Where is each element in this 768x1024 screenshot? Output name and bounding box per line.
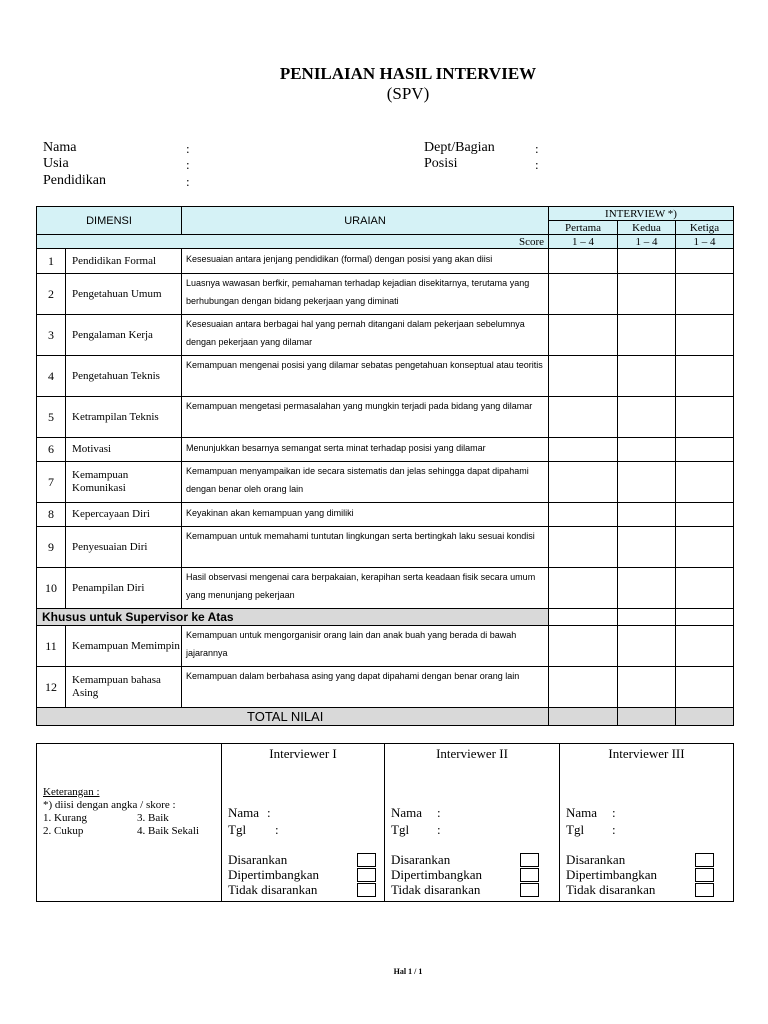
score-cell-kedua[interactable]	[618, 667, 676, 708]
interviewer-2-disarankan-checkbox[interactable]	[520, 853, 539, 867]
table-row	[37, 274, 734, 315]
interviewer-2-cell	[385, 744, 560, 902]
score-cell-pertama[interactable]	[549, 397, 618, 438]
form-title: PENILAIAN HASIL INTERVIEW	[279, 64, 537, 83]
score-cell-kedua	[618, 609, 676, 626]
dept-label: Dept/Bagian	[424, 140, 495, 155]
form-subtitle: (SPV)	[386, 84, 430, 103]
score-cell-ketiga	[676, 609, 734, 626]
row-number: 4	[37, 356, 66, 397]
score-cell-kedua[interactable]	[618, 568, 676, 609]
row-dimensi: Penampilan Diri	[66, 568, 182, 609]
row-dimensi: Ketrampilan Teknis	[66, 397, 182, 438]
scale-item: 4. Baik Sekali	[137, 825, 200, 837]
interviewer-2-tgl-label: Tgl	[391, 822, 410, 837]
row-dimensi: Kemampuan Memimpin	[66, 626, 182, 667]
score-cell-pertama[interactable]	[549, 462, 618, 503]
interviewer-2-tidak-disarankan-checkbox[interactable]	[520, 883, 539, 897]
row-uraian: Menunjukkan besarnya semangat serta minat terhadap posisi yang dilamar	[182, 438, 549, 462]
row-number: 5	[37, 397, 66, 438]
row-uraian: Kemampuan untuk memahami tuntutan lingkungan serta bertingkah laku sesuai kondisi	[182, 527, 549, 568]
page-number: Hal 1 / 1	[393, 967, 423, 976]
usia-colon: :	[186, 157, 190, 172]
total-nilai-label: TOTAL NILAI	[37, 708, 549, 726]
interviewer-2-nama-colon: :	[437, 805, 441, 820]
interviewer-3-tidak-disarankan-checkbox[interactable]	[695, 883, 714, 897]
row-dimensi: Motivasi	[66, 438, 182, 462]
score-cell-ketiga[interactable]	[676, 667, 734, 708]
interviewer-2-tidak-disarankan-label: Tidak disarankan	[391, 882, 481, 897]
table-row	[37, 462, 734, 503]
table-row	[37, 356, 734, 397]
score-cell-kedua[interactable]	[618, 626, 676, 667]
scale-item: 1. Kurang	[43, 812, 87, 824]
scale-item: 2. Cukup	[43, 825, 84, 837]
score-cell-pertama[interactable]	[549, 249, 618, 274]
score-cell-pertama[interactable]	[549, 527, 618, 568]
interviewer-3-nama-label: Nama	[566, 805, 598, 820]
row-uraian: Keyakinan akan kemampuan yang dimiliki	[182, 503, 549, 527]
interviewer-2-title: Interviewer II	[436, 746, 508, 761]
score-cell-pertama	[549, 609, 618, 626]
usia-label: Usia	[43, 156, 69, 171]
row-number: 2	[37, 274, 66, 315]
score-cell-ketiga[interactable]	[676, 356, 734, 397]
interviewer-3-nama-colon: :	[612, 805, 616, 820]
row-uraian: Kemampuan untuk mengorganisir orang lain dan anak buah yang berada di bawah jajarannya	[182, 626, 549, 667]
row-uraian: Hasil observasi mengenai cara berpakaian, kerapihan serta keadaan fisik secara umum yang menunjang pekerjaan	[182, 568, 549, 609]
keterangan	[43, 786, 227, 838]
total-cell-kedua[interactable]	[618, 708, 676, 726]
interviewer-1-tgl-label: Tgl	[228, 822, 247, 837]
table-row	[37, 438, 734, 462]
row-dimensi: Kemampuan bahasa Asing	[66, 667, 182, 708]
header-ketiga: Ketiga	[676, 221, 734, 235]
score-cell-pertama[interactable]	[549, 667, 618, 708]
score-cell-pertama[interactable]	[549, 503, 618, 527]
header-uraian: URAIAN	[182, 207, 549, 235]
dept-colon: :	[535, 141, 539, 156]
score-cell-kedua[interactable]	[618, 356, 676, 397]
scale-item: 3. Baik	[137, 812, 169, 824]
interviewer-1-tidak-disarankan-label: Tidak disarankan	[228, 882, 318, 897]
interviewer-1-dipertimbangkan-checkbox[interactable]	[357, 868, 376, 882]
interviewer-3-disarankan-label: Disarankan	[566, 852, 626, 867]
score-cell-kedua[interactable]	[618, 274, 676, 315]
nama-label: Nama	[43, 140, 77, 155]
interviewer-2-nama-label: Nama	[391, 805, 423, 820]
interviewer-2-dipertimbangkan-checkbox[interactable]	[520, 868, 539, 882]
score-cell-kedua[interactable]	[618, 249, 676, 274]
score-label: Score	[37, 235, 549, 249]
header-pertama: Pertama	[549, 221, 618, 235]
row-number: 9	[37, 527, 66, 568]
score-cell-ketiga[interactable]	[676, 315, 734, 356]
score-cell-ketiga[interactable]	[676, 438, 734, 462]
posisi-label: Posisi	[424, 156, 458, 171]
table-row	[37, 667, 734, 708]
score-cell-ketiga[interactable]	[676, 527, 734, 568]
score-cell-pertama[interactable]	[549, 438, 618, 462]
interviewer-2-dipertimbangkan-label: Dipertimbangkan	[391, 867, 482, 882]
interviewer-1-tgl-colon: :	[275, 822, 279, 837]
interviewer-2-disarankan-label: Disarankan	[391, 852, 451, 867]
row-dimensi: Pendidikan Formal	[66, 249, 182, 274]
header-interview: INTERVIEW *)	[549, 207, 734, 221]
row-number: 12	[37, 667, 66, 708]
row-uraian: Luasnya wawasan berfkir, pemahaman terhadap kejadian disekitarnya, terutama yang berhubungan dengan bidang pekerjaan yang diminati	[182, 274, 549, 315]
table-row	[37, 503, 734, 527]
pendidikan-label: Pendidikan	[43, 173, 106, 188]
row-dimensi: Kemampuan Komunikasi	[66, 462, 182, 503]
row-number: 7	[37, 462, 66, 503]
interviewer-1-nama-colon: :	[267, 805, 271, 820]
nama-colon: :	[186, 141, 190, 156]
interviewer-3-title: Interviewer III	[608, 746, 685, 761]
score-range-pertama: 1 – 4	[549, 235, 618, 249]
row-number: 10	[37, 568, 66, 609]
score-range-kedua: 1 – 4	[618, 235, 676, 249]
table-row	[37, 249, 734, 274]
row-uraian: Kemampuan menyampaikan ide secara sistematis dan jelas sehingga dapat dipahami dengan benar oleh orang lain	[182, 462, 549, 503]
score-cell-kedua[interactable]	[618, 438, 676, 462]
row-dimensi: Pengalaman Kerja	[66, 315, 182, 356]
score-cell-ketiga[interactable]	[676, 503, 734, 527]
row-number: 6	[37, 438, 66, 462]
score-cell-pertama[interactable]	[549, 356, 618, 397]
score-cell-ketiga[interactable]	[676, 626, 734, 667]
table-row	[37, 568, 734, 609]
row-dimensi: Pengetahuan Umum	[66, 274, 182, 315]
row-uraian: Kesesuaian antara jenjang pendidikan (formal) dengan posisi yang akan diisi	[182, 249, 549, 274]
interviewer-3-dipertimbangkan-checkbox[interactable]	[695, 868, 714, 882]
interviewer-3-tidak-disarankan-label: Tidak disarankan	[566, 882, 656, 897]
row-uraian: Kemampuan mengenai posisi yang dilamar sebatas pengetahuan konseptual atau teoritis	[182, 356, 549, 397]
row-number: 8	[37, 503, 66, 527]
score-cell-kedua[interactable]	[618, 462, 676, 503]
interviewer-3-disarankan-checkbox[interactable]	[695, 853, 714, 867]
score-cell-ketiga[interactable]	[676, 274, 734, 315]
keterangan-title: Keterangan :	[43, 786, 100, 798]
posisi-colon: :	[535, 157, 539, 172]
pendidikan-colon: :	[186, 174, 190, 189]
score-cell-kedua[interactable]	[618, 527, 676, 568]
interviewer-1-tidak-disarankan-checkbox[interactable]	[357, 883, 376, 897]
score-cell-kedua[interactable]	[618, 397, 676, 438]
table-row	[37, 315, 734, 356]
row-number: 3	[37, 315, 66, 356]
row-number: 11	[37, 626, 66, 667]
score-cell-ketiga[interactable]	[676, 397, 734, 438]
interviewer-section	[36, 743, 734, 902]
interviewer-2-tgl-colon: :	[437, 822, 441, 837]
score-cell-pertama[interactable]	[549, 626, 618, 667]
keterangan-note: *) diisi dengan angka / skore :	[43, 799, 176, 811]
total-cell-pertama[interactable]	[549, 708, 618, 726]
special-section-label: Khusus untuk Supervisor ke Atas	[37, 609, 549, 626]
interviewer-3-cell	[560, 744, 734, 902]
score-cell-pertama[interactable]	[549, 568, 618, 609]
interviewer-1-disarankan-label: Disarankan	[228, 852, 288, 867]
row-uraian: Kesesuaian antara berbagai hal yang pernah ditangani dalam pekerjaan sebelumnya dengan pekerjaan yang dilamar	[182, 315, 549, 356]
row-number: 1	[37, 249, 66, 274]
row-dimensi: Penyesuaian Diri	[66, 527, 182, 568]
score-cell-ketiga[interactable]	[676, 462, 734, 503]
score-cell-kedua[interactable]	[618, 315, 676, 356]
score-range-ketiga: 1 – 4	[676, 235, 734, 249]
interviewer-1-cell	[222, 744, 385, 902]
keterangan-cell	[37, 744, 222, 902]
row-dimensi: Pengetahuan Teknis	[66, 356, 182, 397]
row-dimensi: Kepercayaan Diri	[66, 503, 182, 527]
interviewer-3-tgl-colon: :	[612, 822, 616, 837]
score-cell-kedua[interactable]	[618, 503, 676, 527]
interviewer-1-dipertimbangkan-label: Dipertimbangkan	[228, 867, 319, 882]
score-cell-ketiga[interactable]	[676, 568, 734, 609]
row-uraian: Kemampuan mengetasi permasalahan yang mungkin terjadi pada bidang yang dilamar	[182, 397, 549, 438]
interviewer-1-disarankan-checkbox[interactable]	[357, 853, 376, 867]
assessment-table	[36, 206, 734, 726]
score-cell-pertama[interactable]	[549, 315, 618, 356]
score-scale	[43, 812, 227, 838]
interviewer-1-title: Interviewer I	[269, 746, 337, 761]
interviewer-1-nama-label: Nama	[228, 805, 260, 820]
header-kedua: Kedua	[618, 221, 676, 235]
header-dimensi: DIMENSI	[37, 207, 182, 235]
score-cell-pertama[interactable]	[549, 274, 618, 315]
score-cell-ketiga[interactable]	[676, 249, 734, 274]
interviewer-3-dipertimbangkan-label: Dipertimbangkan	[566, 867, 657, 882]
total-cell-ketiga[interactable]	[676, 708, 734, 726]
table-row	[37, 397, 734, 438]
table-row	[37, 626, 734, 667]
table-row	[37, 527, 734, 568]
interviewer-3-tgl-label: Tgl	[566, 822, 585, 837]
row-uraian: Kemampuan dalam berbahasa asing yang dapat dipahami dengan benar orang lain	[182, 667, 549, 708]
